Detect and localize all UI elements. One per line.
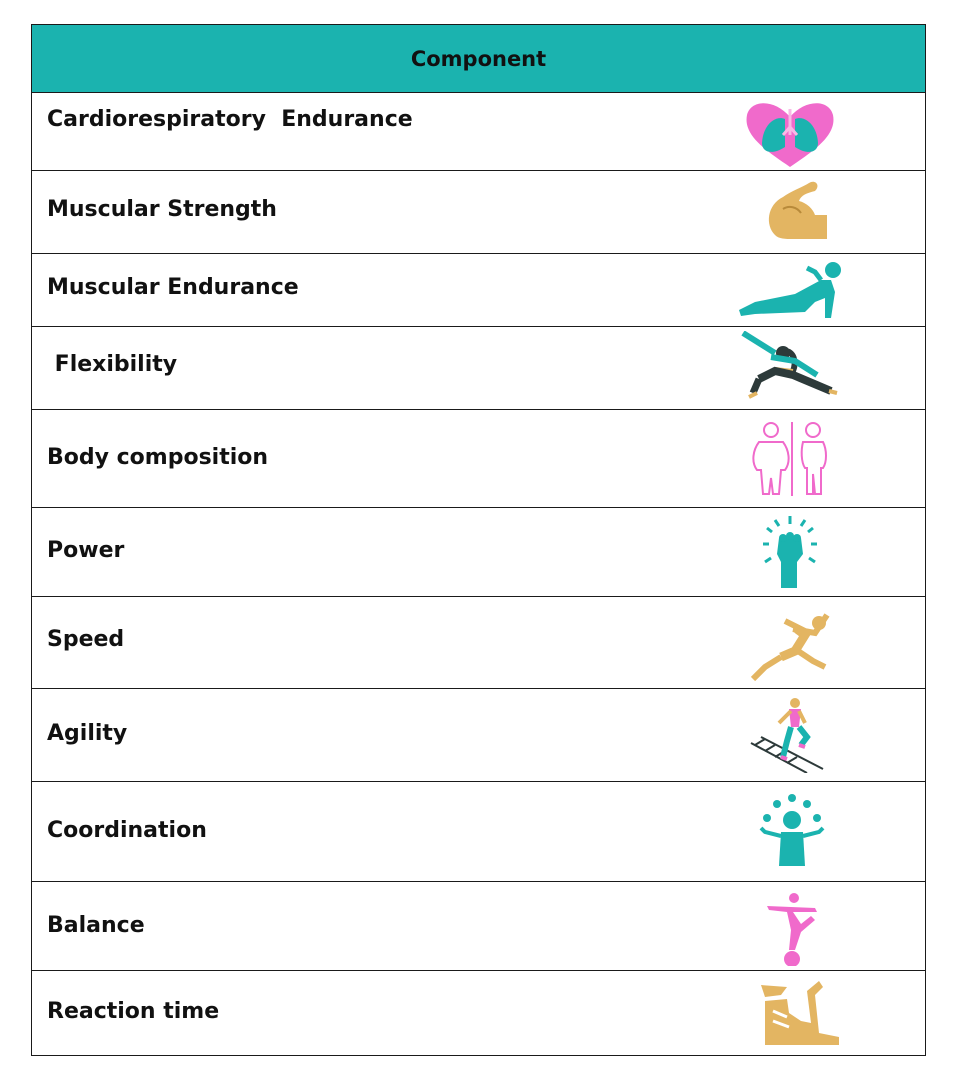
body-silhouettes-icon [735,420,845,496]
row-label: Cardiorespiratory Endurance [47,107,413,132]
winged-shoe-icon [735,977,845,1053]
row-label: Balance [47,913,145,938]
agility-ladder-icon [735,697,845,773]
sprinter-icon [735,605,845,681]
plank-figure-icon [735,252,845,328]
table-row-agility [32,689,925,782]
row-label: Power [47,538,125,563]
heart-lungs-icon [735,95,845,171]
row-label: Agility [47,721,128,746]
table-row-body-composition [32,410,925,508]
balance-ball-icon [735,890,845,966]
table-row-cardiorespiratory [32,93,925,171]
table-row-power [32,508,925,597]
row-label: Flexibility [47,352,178,377]
juggler-icon [735,794,845,870]
row-label: Reaction time [47,999,220,1024]
table-row-coordination [32,782,925,882]
flexed-bicep-icon [735,175,845,251]
row-label: Speed [47,627,125,652]
table-row-speed [32,597,925,689]
fitness-components-table [31,24,926,1056]
table-row-reaction-time [32,971,925,1055]
row-label: Body composition [47,445,269,470]
row-label: Muscular Strength [47,197,277,222]
header-component-label: Component [410,46,547,71]
row-label: Coordination [47,818,207,843]
table-header [32,25,925,93]
stretching-woman-icon [735,331,845,407]
row-label: Muscular Endurance [47,275,299,300]
raised-fist-icon [735,514,845,590]
table-row-flexibility [32,327,925,410]
table-row-muscular-endurance [32,254,925,327]
table-row-balance [32,882,925,971]
table-row-muscular-strength [32,171,925,254]
